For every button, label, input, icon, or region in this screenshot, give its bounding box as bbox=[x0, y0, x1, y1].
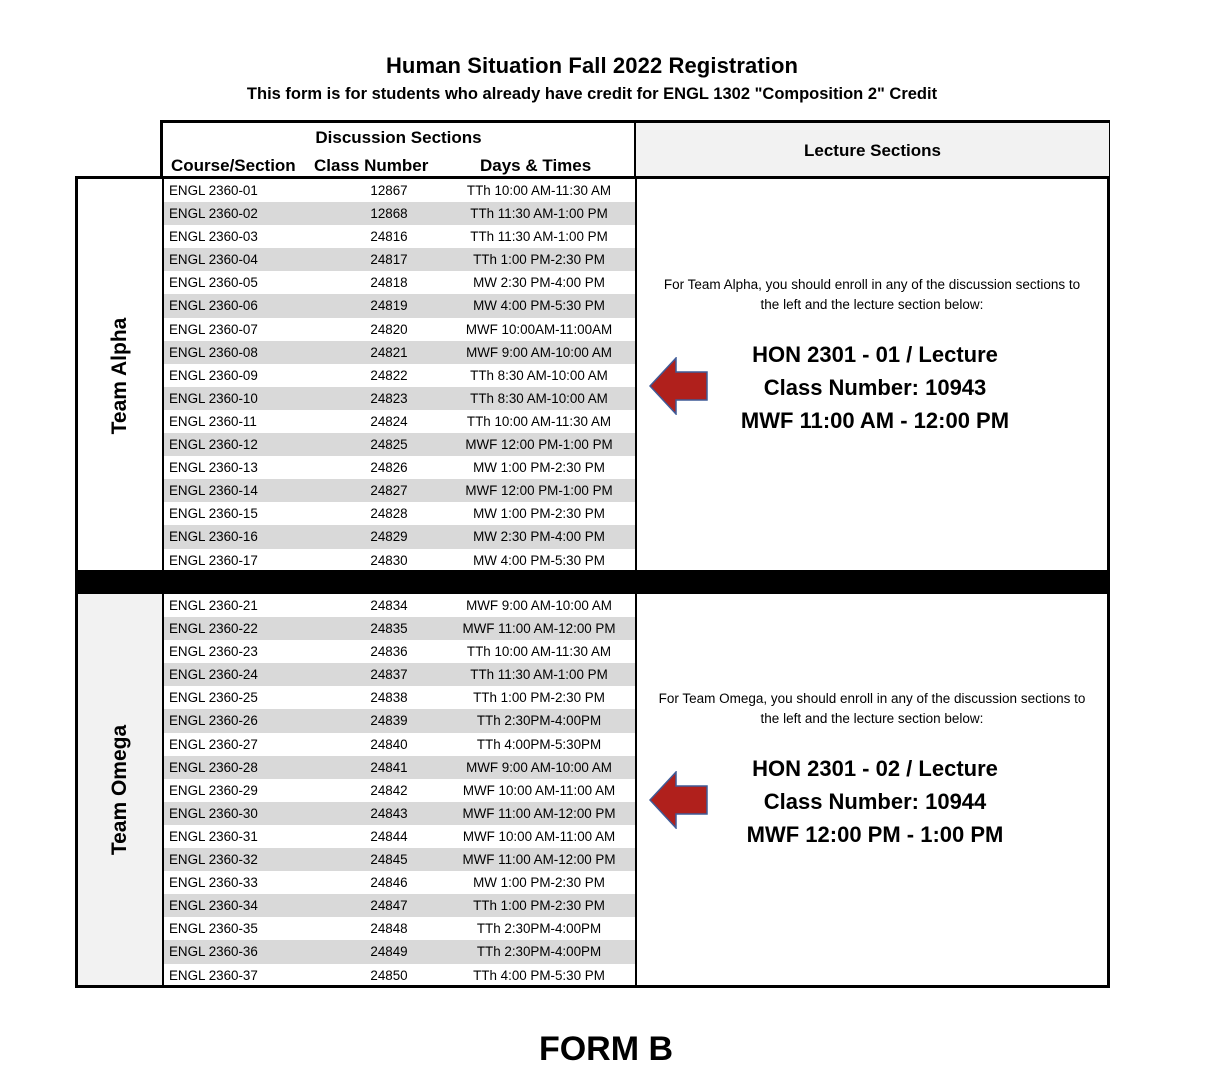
class-number-cell: 24838 bbox=[370, 690, 408, 706]
class-number-cell: 24850 bbox=[370, 967, 408, 983]
days-times-cell: TTh 2:30PM-4:00PM bbox=[476, 713, 602, 729]
class-number-cell: 24826 bbox=[370, 460, 408, 476]
class-number-cell: 24817 bbox=[370, 252, 408, 268]
team-name: Team Alpha bbox=[108, 317, 131, 434]
instruction-line: For Team Alpha, you should enroll in any of the discussion sections to bbox=[663, 277, 1081, 292]
document-subtitle: This form is for students who already have credit for ENGL 1302 "Composition 2" Credit bbox=[246, 85, 938, 103]
team-label bbox=[78, 179, 164, 572]
class-number-cell: 24837 bbox=[370, 667, 408, 683]
team-label bbox=[78, 594, 164, 985]
course-section-cell: ENGL 2360-03 bbox=[169, 229, 258, 245]
course-section-cell: ENGL 2360-33 bbox=[169, 875, 258, 891]
class-number-cell: 24822 bbox=[370, 367, 408, 383]
table-row bbox=[164, 802, 635, 825]
team-omega-block bbox=[75, 594, 1110, 988]
days-times-cell: TTh 1:00 PM-2:30 PM bbox=[473, 252, 605, 268]
class-number-cell: 24848 bbox=[370, 921, 408, 937]
course-section-cell: ENGL 2360-36 bbox=[169, 944, 258, 960]
class-number-cell: 24840 bbox=[370, 736, 408, 752]
days-times-cell: TTh 10:00 AM-11:30 AM bbox=[466, 413, 612, 429]
days-times-cell: MWF 12:00 PM-1:00 PM bbox=[465, 483, 613, 499]
table-row bbox=[164, 894, 635, 917]
course-section-cell: ENGL 2360-24 bbox=[169, 667, 258, 683]
table-row bbox=[164, 202, 635, 225]
days-times-cell: MW 1:00 PM-2:30 PM bbox=[473, 460, 605, 476]
table-row bbox=[164, 917, 635, 940]
table-row bbox=[164, 871, 635, 894]
class-number-cell: 24816 bbox=[370, 229, 408, 245]
class-number-cell: 24827 bbox=[370, 483, 408, 499]
table-row bbox=[164, 364, 635, 387]
course-section-cell: ENGL 2360-09 bbox=[169, 367, 258, 383]
days-times-cell: TTh 2:30PM-4:00PM bbox=[476, 921, 602, 937]
class-number-cell: 24846 bbox=[370, 875, 408, 891]
table-row bbox=[164, 640, 635, 663]
table-row bbox=[164, 940, 635, 963]
class-number-cell: 24843 bbox=[370, 805, 408, 821]
document-title: Human Situation Fall 2022 Registration bbox=[385, 53, 799, 78]
table-row bbox=[164, 248, 635, 271]
course-section-cell: ENGL 2360-11 bbox=[169, 413, 257, 429]
days-times-cell: MW 1:00 PM-2:30 PM bbox=[473, 875, 605, 891]
days-times-cell: MW 2:30 PM-4:00 PM bbox=[473, 275, 605, 291]
table-row bbox=[164, 271, 635, 294]
team-separator-bar bbox=[75, 570, 1110, 595]
discussion-sections-title: Discussion Sections bbox=[315, 128, 482, 147]
column-header-days-times: Days & Times bbox=[480, 156, 592, 175]
days-times-cell: TTh 2:30PM-4:00PM bbox=[476, 944, 602, 960]
course-section-cell: ENGL 2360-27 bbox=[169, 736, 258, 752]
days-times-cell: MWF 9:00 AM-10:00 AM bbox=[466, 344, 612, 360]
lecture-course: HON 2301 - 01 / Lecture bbox=[752, 342, 998, 367]
team-name: Team Omega bbox=[108, 724, 131, 855]
table-row bbox=[164, 341, 635, 364]
days-times-cell: MW 1:00 PM-2:30 PM bbox=[473, 506, 605, 522]
course-section-cell: ENGL 2360-29 bbox=[169, 782, 258, 798]
course-section-cell: ENGL 2360-06 bbox=[169, 298, 258, 314]
course-section-cell: ENGL 2360-13 bbox=[169, 460, 258, 476]
course-section-cell: ENGL 2360-26 bbox=[169, 713, 258, 729]
table-row bbox=[164, 594, 635, 617]
course-section-cell: ENGL 2360-14 bbox=[169, 483, 258, 499]
table-row bbox=[164, 825, 635, 848]
class-number-cell: 24835 bbox=[370, 621, 408, 637]
lecture-days-times: MWF 11:00 AM - 12:00 PM bbox=[740, 408, 1010, 433]
lecture-instruction bbox=[637, 275, 1107, 315]
days-times-cell: MWF 12:00 PM-1:00 PM bbox=[465, 437, 613, 453]
days-times-cell: MWF 9:00 AM-10:00 AM bbox=[466, 759, 612, 775]
class-number-cell: 24823 bbox=[370, 390, 408, 406]
lecture-course: HON 2301 - 02 / Lecture bbox=[752, 756, 998, 781]
discussion-sections-list bbox=[164, 594, 635, 987]
table-row bbox=[164, 964, 635, 987]
table-row bbox=[164, 387, 635, 410]
class-number-cell: 24825 bbox=[370, 437, 408, 453]
table-row bbox=[164, 709, 635, 732]
course-section-cell: ENGL 2360-16 bbox=[169, 529, 258, 545]
days-times-cell: TTh 11:30 AM-1:00 PM bbox=[470, 667, 608, 683]
column-header-course: Course/Section bbox=[171, 156, 296, 175]
class-number-cell: 24847 bbox=[370, 898, 408, 914]
days-times-cell: TTh 8:30 AM-10:00 AM bbox=[470, 390, 608, 406]
days-times-cell: MWF 10:00 AM-11:00 AM bbox=[462, 828, 616, 844]
lecture-class-number: Class Number: 10943 bbox=[763, 375, 987, 400]
class-number-cell: 24834 bbox=[370, 598, 408, 613]
left-arrow-icon bbox=[649, 357, 709, 415]
class-number-cell: 24830 bbox=[370, 552, 408, 568]
table-header bbox=[160, 120, 1110, 181]
days-times-cell: TTh 10:00 AM-11:30 AM bbox=[466, 183, 612, 198]
days-times-cell: MWF 9:00 AM-10:00 AM bbox=[466, 598, 612, 613]
instruction-line: For Team Omega, you should enroll in any of the discussion sections to bbox=[658, 691, 1086, 706]
lecture-sections-header bbox=[634, 123, 1109, 178]
course-section-cell: ENGL 2360-21 bbox=[169, 598, 258, 613]
table-row bbox=[164, 502, 635, 525]
team-alpha-block bbox=[75, 176, 1110, 572]
days-times-cell: TTh 4:00PM-5:30PM bbox=[476, 736, 602, 752]
table-row bbox=[164, 549, 635, 572]
lecture-instruction bbox=[637, 689, 1107, 729]
class-number-cell: 24841 bbox=[370, 759, 408, 775]
days-times-cell: MWF 10:00AM-11:00AM bbox=[465, 321, 613, 337]
course-section-cell: ENGL 2360-08 bbox=[169, 344, 258, 360]
course-section-cell: ENGL 2360-25 bbox=[169, 690, 258, 706]
course-section-cell: ENGL 2360-31 bbox=[169, 828, 258, 844]
course-section-cell: ENGL 2360-30 bbox=[169, 805, 258, 821]
course-section-cell: ENGL 2360-01 bbox=[169, 183, 258, 198]
class-number-cell: 24836 bbox=[370, 644, 408, 660]
instruction-line: the left and the lecture section below: bbox=[760, 711, 984, 726]
course-section-cell: ENGL 2360-12 bbox=[169, 437, 258, 453]
course-section-cell: ENGL 2360-10 bbox=[169, 390, 258, 406]
class-number-cell: 24844 bbox=[370, 828, 408, 844]
course-section-cell: ENGL 2360-37 bbox=[169, 967, 258, 983]
class-number-cell: 12867 bbox=[370, 183, 408, 198]
course-section-cell: ENGL 2360-22 bbox=[169, 621, 258, 637]
days-times-cell: MWF 11:00 AM-12:00 PM bbox=[462, 852, 616, 868]
class-number-cell: 12868 bbox=[370, 206, 408, 222]
course-section-cell: ENGL 2360-02 bbox=[169, 206, 258, 222]
class-number-cell: 24828 bbox=[370, 506, 408, 522]
days-times-cell: TTh 1:00 PM-2:30 PM bbox=[473, 690, 605, 706]
days-times-cell: TTh 1:00 PM-2:30 PM bbox=[473, 898, 605, 914]
form-label: FORM B bbox=[538, 1030, 674, 1068]
class-number-cell: 24839 bbox=[370, 713, 408, 729]
course-section-cell: ENGL 2360-15 bbox=[169, 506, 258, 522]
class-number-cell: 24819 bbox=[370, 298, 408, 314]
lecture-section-panel bbox=[635, 179, 1107, 572]
days-times-cell: MWF 10:00 AM-11:00 AM bbox=[462, 782, 616, 798]
table-row bbox=[164, 848, 635, 871]
course-section-cell: ENGL 2360-05 bbox=[169, 275, 258, 291]
lecture-sections-title: Lecture Sections bbox=[804, 141, 941, 160]
table-row bbox=[164, 433, 635, 456]
days-times-cell: MW 4:00 PM-5:30 PM bbox=[473, 552, 605, 568]
course-section-cell: ENGL 2360-32 bbox=[169, 852, 258, 868]
table-row bbox=[164, 294, 635, 317]
course-section-cell: ENGL 2360-34 bbox=[169, 898, 258, 914]
course-section-cell: ENGL 2360-35 bbox=[169, 921, 258, 937]
days-times-cell: TTh 10:00 AM-11:30 AM bbox=[466, 644, 612, 660]
days-times-cell: TTh 11:30 AM-1:00 PM bbox=[470, 206, 608, 222]
course-section-cell: ENGL 2360-07 bbox=[169, 321, 258, 337]
table-row bbox=[164, 456, 635, 479]
course-section-cell: ENGL 2360-17 bbox=[169, 552, 258, 568]
course-section-cell: ENGL 2360-28 bbox=[169, 759, 258, 775]
table-row bbox=[164, 779, 635, 802]
days-times-cell: MWF 11:00 AM-12:00 PM bbox=[462, 805, 616, 821]
lecture-days-times: MWF 12:00 PM - 1:00 PM bbox=[746, 822, 1004, 847]
discussion-sections-header bbox=[163, 123, 634, 178]
days-times-cell: MW 4:00 PM-5:30 PM bbox=[473, 298, 605, 314]
lecture-section-panel bbox=[635, 594, 1107, 985]
table-row bbox=[164, 225, 635, 248]
class-number-cell: 24849 bbox=[370, 944, 408, 960]
class-number-cell: 24842 bbox=[370, 782, 408, 798]
lecture-class-number: Class Number: 10944 bbox=[763, 789, 987, 814]
discussion-sections-list bbox=[164, 179, 635, 572]
table-row bbox=[164, 686, 635, 709]
table-row bbox=[164, 756, 635, 779]
days-times-cell: TTh 11:30 AM-1:00 PM bbox=[470, 229, 608, 245]
class-number-cell: 24821 bbox=[370, 344, 408, 360]
column-header-class-number: Class Number bbox=[314, 156, 429, 175]
class-number-cell: 24820 bbox=[370, 321, 408, 337]
table-row bbox=[164, 479, 635, 502]
course-section-cell: ENGL 2360-04 bbox=[169, 252, 258, 268]
course-section-cell: ENGL 2360-23 bbox=[169, 644, 258, 660]
days-times-cell: MW 2:30 PM-4:00 PM bbox=[473, 529, 605, 545]
table-row bbox=[164, 410, 635, 433]
class-number-cell: 24818 bbox=[370, 275, 408, 291]
table-row bbox=[164, 617, 635, 640]
class-number-cell: 24845 bbox=[370, 852, 408, 868]
class-number-cell: 24829 bbox=[370, 529, 408, 545]
days-times-cell: TTh 4:00 PM-5:30 PM bbox=[473, 967, 605, 983]
left-arrow-icon bbox=[649, 771, 709, 829]
table-row bbox=[164, 663, 635, 686]
table-row bbox=[164, 318, 635, 341]
table-row bbox=[164, 525, 635, 548]
instruction-line: the left and the lecture section below: bbox=[760, 297, 984, 312]
class-number-cell: 24824 bbox=[370, 413, 408, 429]
days-times-cell: TTh 8:30 AM-10:00 AM bbox=[470, 367, 608, 383]
table-row bbox=[164, 733, 635, 756]
table-row bbox=[164, 179, 635, 202]
days-times-cell: MWF 11:00 AM-12:00 PM bbox=[462, 621, 616, 637]
